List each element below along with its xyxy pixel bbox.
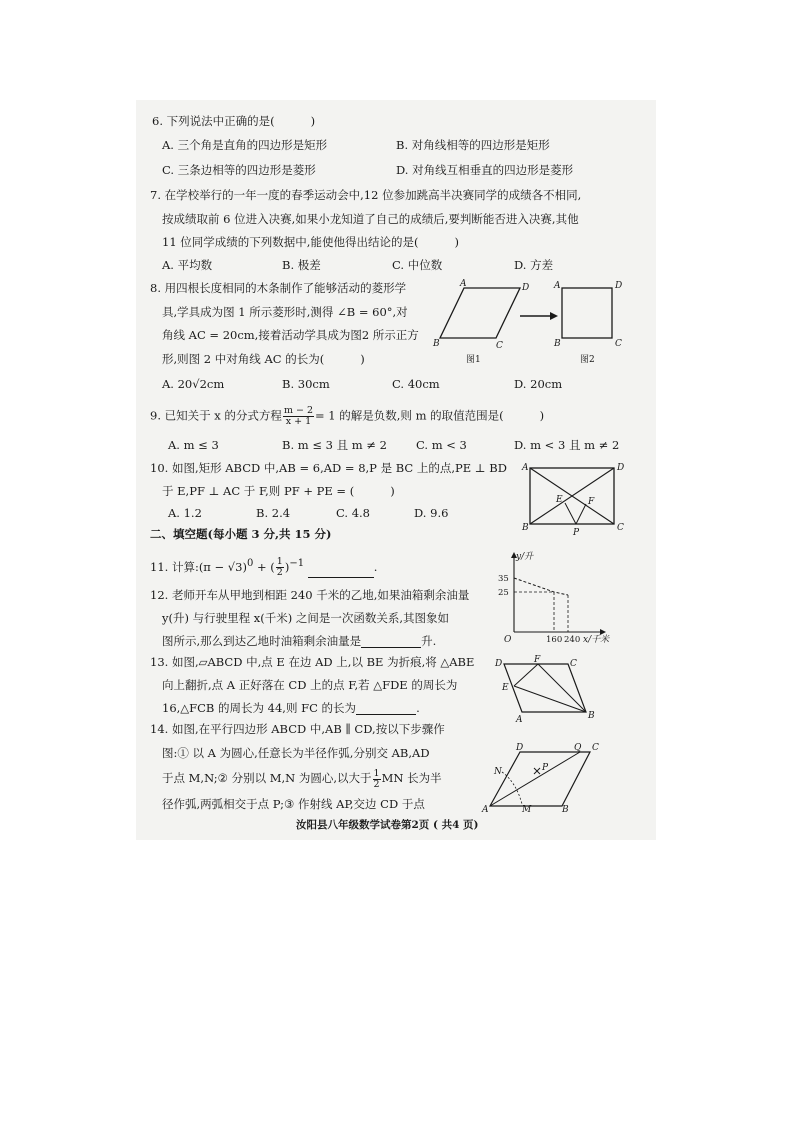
q6-option-c: C. 三条边相等的四边形是菱形 xyxy=(162,163,316,177)
q14-line3: 于点 M,N;② 分别以 M,N 为圆心,以大于 $\frac{1}{2}$ MN 长为半 xyxy=(162,767,442,790)
q14-label-p: P xyxy=(542,763,549,773)
q12-y-tick-35: 35 xyxy=(498,574,509,584)
q7-option-d: D. 方差 xyxy=(514,258,554,272)
q8-fig2-caption: 图2 xyxy=(580,355,595,365)
q8-line1: 8. 用四根长度相同的木条制作了能够活动的菱形学 xyxy=(150,281,407,295)
q13-label-c: C xyxy=(570,659,577,669)
q11-stem: 11. 计算:(π − √3)$^0$ + ( $\frac{1}{2}$ )$^{-1}$ . xyxy=(150,556,378,579)
q10-line1: 10. 如图,矩形 ABCD 中,AB = 6,AD = 8,P 是 BC 上的点,PE ⊥ BD xyxy=(150,461,507,475)
q14-fraction: $\frac{1}{2}$ xyxy=(373,767,380,790)
q12-x-axis-label: x/千米 xyxy=(583,635,610,645)
q13-label-a: A xyxy=(516,715,523,725)
q8-fig2-label-d: D xyxy=(615,281,623,291)
q10-label-b: B xyxy=(522,523,529,533)
q8-fig2-square xyxy=(553,281,622,365)
q8-option-a: A. 20√2cm xyxy=(162,377,225,391)
q12-line1: 12. 老师开车从甲地到相距 240 千米的乙地,如果油箱剩余油量 xyxy=(150,588,470,602)
page-footer: 汝阳县八年级数学试卷第2页 ( 共4 页) xyxy=(296,819,479,831)
q8-line2: 具,学具成为图 1 所示菱形时,测得 ∠B = 60°,对 xyxy=(162,305,408,319)
q9-stem: 9. 已知关于 x 的分式方程 $\frac{m - 2}{x + 1}$ = 1 的解是负数,则 m 的取值范围是( ) xyxy=(150,405,545,427)
q14-line1: 14. 如图,在平行四边形 ABCD 中,AB ∥ CD,按以下步骤作 xyxy=(150,722,445,736)
q7-option-c: C. 中位数 xyxy=(392,258,443,272)
q12-line3: 图所示,那么到达乙地时油箱剩余油量是 升. xyxy=(162,634,437,648)
q7-line2: 按成绩取前 6 位进入决赛,如果小龙知道了自己的成绩后,要判断能否进入决赛,其他 xyxy=(162,212,579,226)
q7-line1: 7. 在学校举行的一年一度的春季运动会中,12 位参加跳高半决赛同学的成绩各不相同, xyxy=(150,188,582,202)
q10-figure xyxy=(518,458,632,538)
q14-label-b: B xyxy=(562,805,569,815)
q8-line4: 形,则图 2 中对角线 AC 的长为( ) xyxy=(162,352,365,366)
q12-graph xyxy=(492,550,622,645)
q10-option-a: A. 1.2 xyxy=(168,506,202,520)
q11-fraction: $\frac{1}{2}$ xyxy=(276,556,283,579)
q10-label-p: P xyxy=(573,528,580,538)
q12-line2: y(升) 与行驶里程 x(千米) 之间是一次函数关系,其图象如 xyxy=(162,611,450,625)
q8-arrow xyxy=(520,312,558,320)
q6-option-a: A. 三个角是直角的四边形是矩形 xyxy=(162,138,328,152)
q10-label-d: D xyxy=(617,463,625,473)
q10-option-b: B. 2.4 xyxy=(256,506,291,520)
q13-line2: 向上翻折,点 A 正好落在 CD 上的点 F,若 △FDE 的周长为 xyxy=(162,678,458,692)
q12-y-tick-25: 25 xyxy=(498,588,509,598)
q13-label-d: D xyxy=(495,659,503,669)
q13-figure xyxy=(492,652,604,724)
q6-stem: 6. 下列说法中正确的是( ) xyxy=(152,114,316,128)
q8-fig1-label-d: D xyxy=(522,283,530,293)
q10-label-a: A xyxy=(522,463,529,473)
q8-fig1-rhombus xyxy=(432,279,529,365)
q12-x-tick-240: 240 xyxy=(564,635,581,645)
q8-option-d: D. 20cm xyxy=(514,377,563,391)
section-2-heading: 二、填空题(每小题 3 分,共 15 分) xyxy=(150,527,332,541)
q11-answer-blank xyxy=(308,577,374,578)
q10-label-f: F xyxy=(588,497,595,507)
q8-fig1-caption: 图1 xyxy=(466,355,481,365)
q9-option-a: A. m ≤ 3 xyxy=(168,438,219,452)
q9-option-d: D. m < 3 且 m ≠ 2 xyxy=(514,438,620,452)
q14-label-c: C xyxy=(592,743,599,753)
q12-origin-label: O xyxy=(504,635,512,645)
q14-line2: 图:① 以 A 为圆心,任意长为半径作弧,分别交 AB,AD xyxy=(162,746,430,760)
q6-option-b: B. 对角线相等的四边形是矩形 xyxy=(396,138,550,152)
q12-y-axis-label: y/升 xyxy=(516,552,534,562)
q9-option-b: B. m ≤ 3 且 m ≠ 2 xyxy=(282,438,387,452)
q12-x-tick-160: 160 xyxy=(546,635,563,645)
q8-fig2-label-b: B xyxy=(554,339,561,349)
q10-line2: 于 E,PF ⊥ AC 于 F,则 PF + PE = ( ) xyxy=(162,484,395,498)
q7-option-a: A. 平均数 xyxy=(162,258,213,272)
q8-fig1-label-a: A xyxy=(460,279,467,289)
q10-option-d: D. 9.6 xyxy=(414,506,449,520)
q13-label-b: B xyxy=(588,711,595,721)
q8-line3: 角线 AC = 20cm,接着活动学具成为图2 所示正方 xyxy=(162,328,419,342)
q10-label-c: C xyxy=(617,523,624,533)
q10-label-e: E xyxy=(556,495,563,505)
q9-option-c: C. m < 3 xyxy=(416,438,467,452)
q8-option-c: C. 40cm xyxy=(392,377,440,391)
q8-fig1-label-b: B xyxy=(433,339,440,349)
q8-fig2-label-c: C xyxy=(615,339,622,349)
q13-answer-blank xyxy=(356,714,416,715)
q6-option-d: D. 对角线互相垂直的四边形是菱形 xyxy=(396,163,574,177)
q9-fraction: $\frac{m - 2}{x + 1}$ xyxy=(283,405,313,427)
q8-figures xyxy=(430,276,650,368)
q13-label-f: F xyxy=(534,655,541,665)
q13-line1: 13. 如图,▱ABCD 中,点 E 在边 AD 上,以 BE 为折痕,将 △ABE xyxy=(150,655,475,669)
q14-figure xyxy=(482,738,606,818)
q8-fig2-label-a: A xyxy=(554,281,561,291)
q10-option-c: C. 4.8 xyxy=(336,506,370,520)
q13-label-e: E xyxy=(502,683,509,693)
q14-label-d: D xyxy=(516,743,524,753)
q12-answer-blank xyxy=(361,647,421,648)
q14-line4: 径作弧,两弧相交于点 P;③ 作射线 AP,交边 CD 于点 xyxy=(162,797,425,811)
q13-line3: 16,△FCB 的周长为 44,则 FC 的长为 . xyxy=(162,701,420,715)
q7-line3: 11 位同学成绩的下列数据中,能使他得出结论的是( ) xyxy=(162,235,459,249)
q8-option-b: B. 30cm xyxy=(282,377,330,391)
q14-label-m: M xyxy=(522,805,532,815)
q7-option-b: B. 极差 xyxy=(282,258,321,272)
q14-label-q: Q xyxy=(574,743,582,753)
q14-label-a: A xyxy=(482,805,489,815)
q8-fig1-label-c: C xyxy=(496,341,503,351)
q14-label-n: N xyxy=(494,767,502,777)
